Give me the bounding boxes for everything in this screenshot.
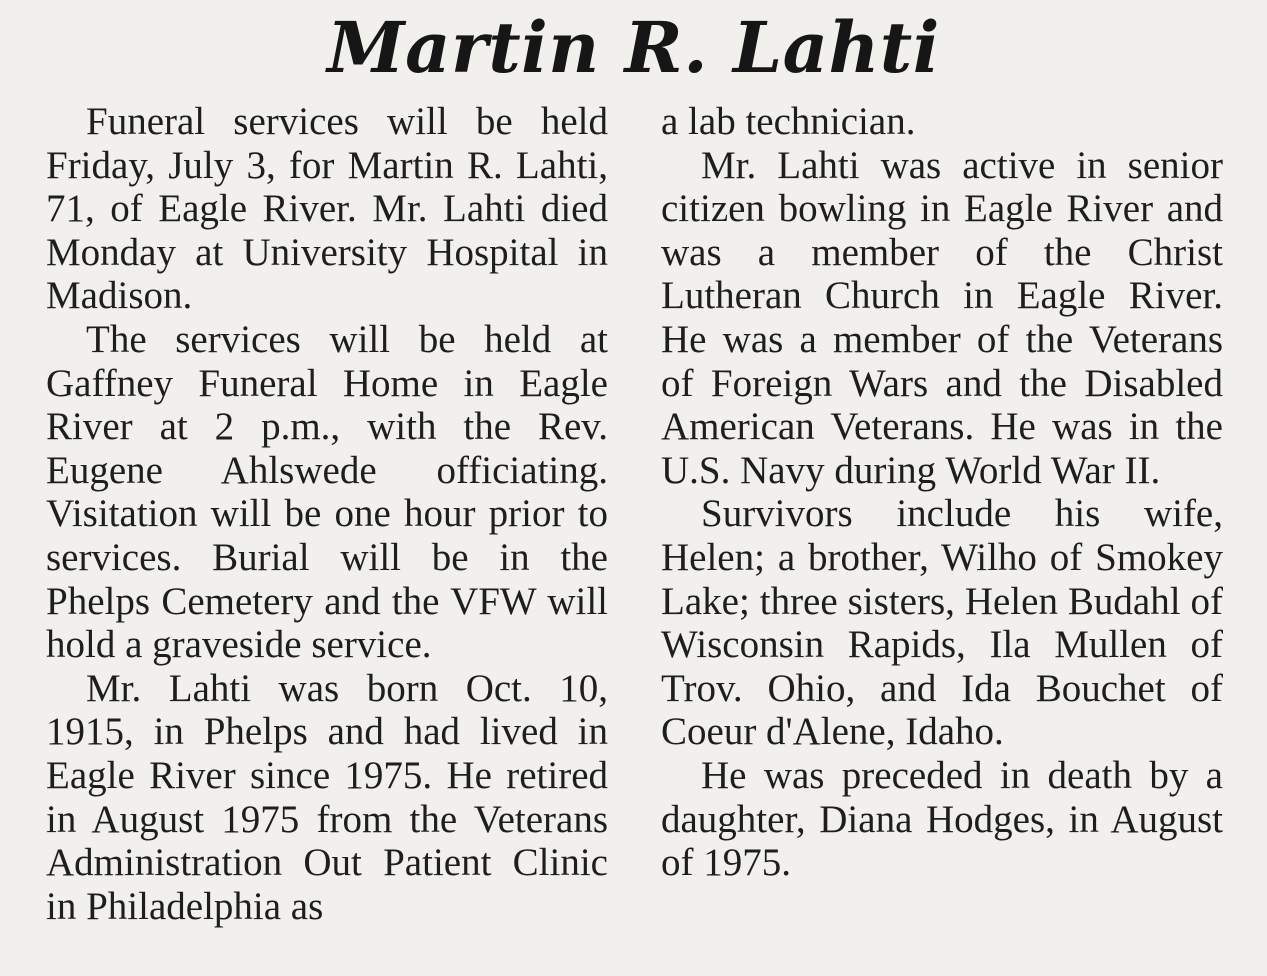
- paragraph-biography-continued: a lab technician.: [661, 100, 916, 143]
- paragraph-activities: Mr. Lahti was active in senior citizen bowling in Eagle River and was a member of the Christ Lutheran Church in Eagle River. He was a member of the Veterans of Foreign Wars and the Disabled American Veterans. He was in the U.S. Navy during World War II.: [661, 143, 1223, 492]
- paragraph-funeral-services: Funeral services will be held Friday, July 3, for Martin R. Lahti, 71, of Eagle River. Mr. Lahti died Monday at University Hospital in Madison.: [46, 100, 608, 318]
- paragraph-preceded-in-death: He was preceded in death by a daughter, Diana Hodges, in August of 1975.: [661, 753, 1223, 885]
- paragraph-survivors: Survivors include his wife, Helen; a brother, Wilho of Smokey Lake; three sisters, Helen Budahl of Wisconsin Rapids, Ila Mullen of Trov. Ohio, and Ida Bouchet of Coeur d'Alene, Idaho.: [661, 492, 1223, 754]
- obituary-headline: Martin R. Lahti: [327, 6, 940, 89]
- column-right: [661, 100, 1223, 885]
- column-left: [46, 100, 608, 928]
- paragraph-service-details: The services will be held at Gaffney Funeral Home in Eagle River at 2 p.m., with the Rev. Eugene Ahlswede officiating. Visitation will be one hour prior to services. Burial will be in the Phelps Cemetery and the VFW will hold a graveside service.: [46, 317, 608, 667]
- paragraph-biography: Mr. Lahti was born Oct. 10, 1915, in Phelps and had lived in Eagle River since 1975. He retired in August 1975 from the Veterans Administration Out Patient Clinic in Philadelphia as: [46, 666, 608, 928]
